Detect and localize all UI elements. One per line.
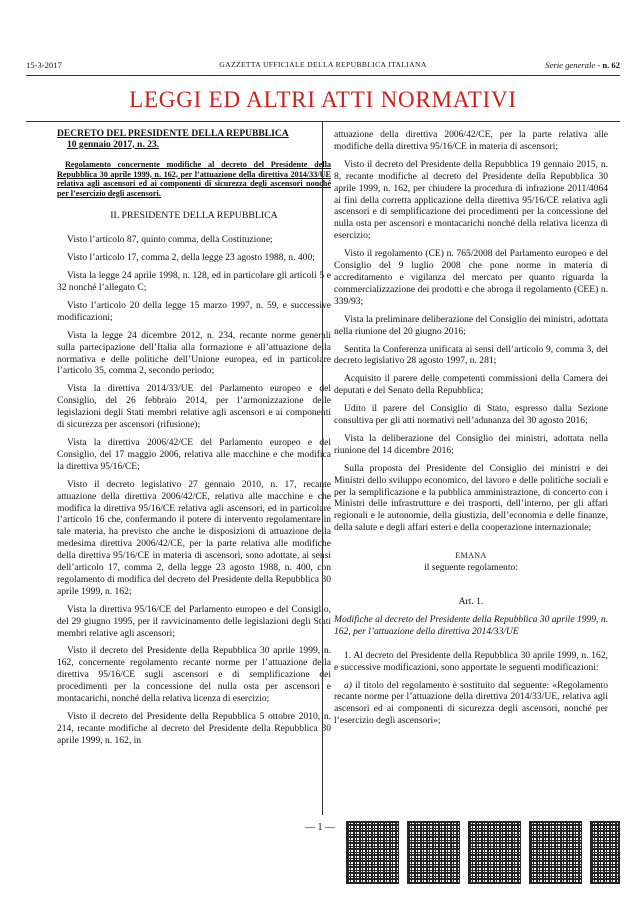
paragraph: Visto il decreto del Presidente della Repubblica 30 aprile 1999, n. 162, concernente regolamento recante norme per l’attuazione della direttiva 95/16/CE sugli ascensori e di semplificazione dei procedimenti per la concessione del nulla osta per ascensori e montacarichi, nonché della relativa licenza di esercizio; bbox=[57, 645, 331, 705]
paragraph: Vista la preliminare deliberazione del Consiglio dei ministri, adottata nella riunione del 20 giugno 2016; bbox=[334, 313, 608, 337]
article-number: Art. 1. bbox=[458, 596, 484, 607]
decree-heading bbox=[57, 129, 331, 150]
paragraph: Acquisito il parere delle competenti commissioni della Camera dei deputati e del Senato della Repubblica; bbox=[334, 373, 608, 397]
publication-date: 15-3-2017 bbox=[26, 60, 62, 70]
left-column bbox=[57, 129, 331, 753]
paragraph: Visto il decreto legislativo 27 gennaio 2010, n. 17, recante attuazione della direttiva 2006/42/CE, relativa alle macchine e che modifica la direttiva 95/16/CE relativa agli ascensori, ed in particolare l’articolo 16 che, confermando il potere di intervento regolamentare in tale materia, ha previsto che anche le disposizioni di attuazione della medesima direttiva 2006/42/CE, per la parte relativa alle modifiche della direttiva 95/16/CE in materia di ascensori, sono adottate, ai sensi dell’articolo 17, comma 2, della legge 23 agosto 1988, n. 400, con regolamento di modifica del decreto del Presidente della Repubblica 30 aprile 1999, n. 162; bbox=[57, 478, 331, 597]
paragraph: Udito il parere del Consiglio di Stato, espresso dalla Sezione consultiva per gli atti normativi nell’adunanza del 30 agosto 2016; bbox=[334, 403, 608, 427]
decree-line-2: 10 gennaio 2017, n. 23. bbox=[67, 138, 160, 150]
qr-code-icon bbox=[346, 821, 399, 884]
paragraph: Vista la direttiva 2014/33/UE del Parlamento europeo e del Consiglio, del 26 febbraio 2014, per l’armonizzazione delle legislazioni degli Stati membri relative agli ascensori e ai componenti di sicurezza per ascensori (rifusione); bbox=[57, 383, 331, 431]
paragraph: Visto il regolamento (CE) n. 765/2008 del Parlamento europeo e del Consiglio del 9 luglio 2008 che pone norme in materia di accreditamento e vigilanza del mercato per quanto riguarda la commercializzazione dei prodotti e che abroga il regolamento (CEE) n. 339/93; bbox=[334, 248, 608, 307]
column-divider bbox=[322, 122, 323, 815]
page-number: — 1 — bbox=[305, 822, 335, 833]
paragraph: 1. Al decreto del Presidente della Repubblica 30 aprile 1999, n. 162, e successive modificazioni, sono apportate le seguenti modificazioni: bbox=[334, 649, 608, 673]
item-label: a) bbox=[344, 679, 352, 691]
qr-code-icon bbox=[468, 821, 521, 884]
paragraph: Sentita la Conferenza unificata ai sensi dell’articolo 9, comma 3, del decreto legislativo 28 agosto 1997, n. 281; bbox=[334, 343, 608, 367]
serie-info bbox=[545, 60, 620, 70]
gazette-name: GAZZETTA UFFICIALE DELLA REPUBBLICA ITALIANA bbox=[219, 60, 427, 69]
paragraph: Visto il decreto del Presidente della Repubblica 19 gennaio 2015, n. 8, recante modifiche al decreto del Presidente della Repubblica 30 aprile 1999, n. 162, per chiudere la procedura di infrazione 2011/4064 ai fini della corretta applicazione della direttiva 95/16/CE relativa agli ascensori e di semplificazione dei procedimenti per la concessione del nulla osta per ascensori e montacarichi nonché della relativa licenza di esercizio; bbox=[334, 158, 608, 242]
header-rule-top bbox=[26, 75, 620, 76]
paragraph: Sulla proposta del Presidente del Consiglio dei ministri e dei Ministri dello sviluppo economico, del lavoro e delle politiche sociali e per la semplificazione e la pubblica amministrazione, di concerto con i Ministri delle infrastrutture e dei trasporti, dell’interno, per gli affari regionali e le autonomie, della giustizia, dell’economia e delle finanze, della salute e degli affari esteri e della cooperazione internazionale; bbox=[334, 462, 608, 534]
paragraph: Vista la deliberazione del Consiglio dei ministri, adottata nella riunione del 14 dicembre 2016; bbox=[334, 432, 608, 456]
right-column bbox=[334, 129, 608, 733]
article-title: Modifiche al decreto del Presidente della Repubblica 30 aprile 1999, n. 162, per l’attuazione della direttiva 2014/33/UE bbox=[334, 613, 608, 637]
header-rule-bottom bbox=[26, 121, 620, 122]
paragraph: Visto il decreto del Presidente della Repubblica 5 ottobre 2010, n. 214, recante modifiche al decreto del Presidente della Repubblica 30 aprile 1999, n. 162, in bbox=[57, 711, 331, 746]
qr-code-icon bbox=[407, 821, 460, 884]
paragraph: Vista la direttiva 2006/42/CE del Parlamento europeo e del Consiglio, del 17 maggio 2006, relativa alle macchine e che modifica la direttiva 95/16/CE; bbox=[57, 436, 331, 472]
paragraph bbox=[334, 680, 608, 728]
paragraph: Visto l’articolo 17, comma 2, della legge 23 agosto 1988, n. 400; bbox=[67, 252, 315, 264]
president-heading: IL PRESIDENTE DELLA REPUBBLICA bbox=[110, 210, 278, 222]
emana-heading: EMANA bbox=[455, 551, 487, 561]
regulation-intro: il seguente regolamento: bbox=[424, 562, 518, 574]
decree-line-1: DECRETO DEL PRESIDENTE DELLA REPUBBLICA bbox=[57, 128, 289, 139]
serie-label: Serie generale bbox=[545, 60, 596, 70]
paragraph: Vista la direttiva 95/16/CE del Parlamento europeo e del Consiglio, del 29 giugno 1995, per il ravvicinamento delle legislazioni degli Stati membri relative agli ascensori; bbox=[57, 603, 331, 639]
paragraph: Vista la legge 24 aprile 1998, n. 128, ed in particolare gli articoli 5 e 32 nonché l’allegato C; bbox=[57, 270, 331, 293]
serie-number: - n. 62 bbox=[597, 60, 620, 70]
section-title: LEGGI ED ALTRI ATTI NORMATIVI bbox=[129, 87, 517, 112]
qr-code-icon bbox=[590, 821, 620, 884]
qr-code-icon bbox=[529, 821, 582, 884]
paragraph: Vista la legge 24 dicembre 2012, n. 234, recante norme generali sulla partecipazione dell’Italia alla formazione e all’attuazione della normativa e delle politiche dell’Unione europea, ed in particolare l’articolo 35, comma 2, secondo periodo; bbox=[57, 329, 331, 377]
paragraph: Visto l’articolo 20 della legge 15 marzo 1997, n. 59, e successive modificazioni; bbox=[57, 299, 331, 323]
paragraph: Visto l’articolo 87, quinto comma, della Costituzione; bbox=[67, 234, 273, 246]
regulation-title: Regolamento concernente modifiche al decreto del Presidente della Repubblica 30 aprile 1999, n. 162, per l’attuazione della direttiva 2014/33/UE relativa agli ascensori ed ai componenti di sicurezza degli ascensori nonché per l’esercizio degli ascensori. bbox=[57, 160, 331, 198]
paragraph: attuazione della direttiva 2006/42/CE, per la parte relativa alle modifiche della direttiva 95/16/CE in materia di ascensori; bbox=[334, 129, 608, 152]
page-header bbox=[26, 60, 620, 72]
item-text: il titolo del regolamento è sostituito dal seguente: «Regolamento recante norme per l’attuazione della direttiva 2014/33/UE, relativa agli ascensori ed ai componenti di sicurezza degli ascensori, nonché per l’esercizio degli ascensori»; bbox=[334, 679, 608, 727]
